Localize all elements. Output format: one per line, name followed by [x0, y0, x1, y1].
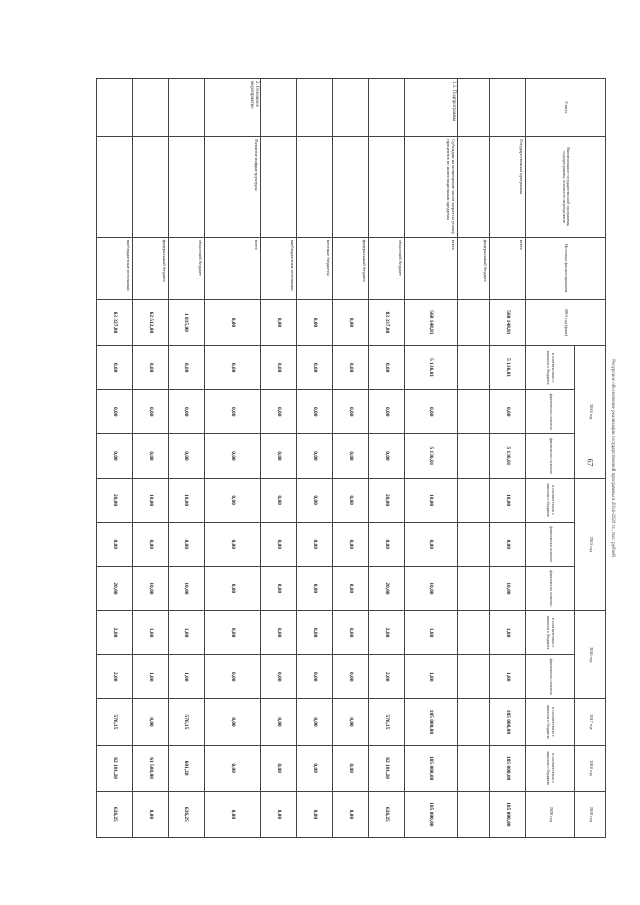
row-value — [457, 791, 489, 837]
resource-table-sheet — [96, 78, 615, 838]
subheader-fact: фактически освоено — [526, 390, 575, 434]
row-value: 0,00 — [168, 522, 204, 566]
table-row — [132, 79, 168, 838]
row-value: 0,00 — [97, 346, 133, 390]
row-name — [457, 137, 489, 237]
row-value: 0,00 — [204, 611, 261, 655]
row-name — [97, 137, 133, 237]
table-row — [97, 79, 133, 838]
row-status — [490, 79, 526, 137]
row-source: местные бюджеты — [297, 237, 333, 299]
row-value: 2,00 — [369, 655, 405, 699]
row-value: 185 000,00 — [490, 699, 526, 745]
subheader-fact: фактически освоено — [526, 655, 575, 699]
row-value: 2,00 — [97, 611, 133, 655]
row-value: 62 512,00 — [132, 299, 168, 345]
row-value: 0,00 — [333, 346, 369, 390]
row-value: 1,80 — [490, 611, 526, 655]
row-value: 0,00 — [297, 791, 333, 837]
row-value: 0,00 — [204, 299, 261, 345]
row-value: 0,00 — [132, 522, 168, 566]
row-value: 0,00 — [132, 390, 168, 434]
row-name — [297, 137, 333, 237]
row-value: 576,15 — [97, 699, 133, 745]
row-value: 0,00 — [261, 434, 297, 478]
row-value: 0,00 — [333, 655, 369, 699]
row-status: 1.1. Подпрограмма — [404, 79, 457, 137]
header-source: Источник финансирования — [526, 237, 606, 299]
row-value: 10,00 — [168, 478, 204, 522]
row-value: 0,00 — [261, 655, 297, 699]
row-value: 0,00 — [261, 566, 297, 610]
row-value: 0,00 — [490, 522, 526, 566]
row-value: 0,00 — [333, 699, 369, 745]
row-value: 2,00 — [97, 655, 133, 699]
row-value: 185 000,00 — [490, 745, 526, 791]
row-value: 0,00 — [297, 346, 333, 390]
row-value: 1 815,00 — [168, 299, 204, 345]
row-value: 0,00 — [297, 434, 333, 478]
row-value: 1,80 — [404, 655, 457, 699]
row-value: 0,00 — [333, 611, 369, 655]
row-value: 0,00 — [297, 745, 333, 791]
row-value: 5 136,01 — [490, 434, 526, 478]
table-row — [404, 79, 457, 838]
header-2015: 2015 год — [575, 478, 606, 611]
row-value: 626,25 — [168, 791, 204, 837]
row-source: федеральный бюджет — [132, 237, 168, 299]
row-name: Государственная программа — [490, 137, 526, 237]
row-source: внебюджетные источники — [261, 237, 297, 299]
row-value: 0,00 — [132, 346, 168, 390]
row-value: 0,00 — [204, 434, 261, 478]
row-value — [457, 699, 489, 745]
row-value: 1,80 — [490, 655, 526, 699]
row-value: 0,00 — [333, 791, 369, 837]
row-value: 0,00 — [261, 699, 297, 745]
header-2014: 2014 год — [575, 346, 606, 479]
row-value: 83 337,00 — [369, 299, 405, 345]
page-number: 67 — [585, 458, 595, 467]
row-status — [168, 79, 204, 137]
row-value: 0,00 — [297, 478, 333, 522]
subheader-plan: 2020 год — [526, 791, 575, 837]
row-value: 1,80 — [404, 611, 457, 655]
row-value: 62 101,20 — [97, 745, 133, 791]
row-value: 1,00 — [132, 611, 168, 655]
row-value: 5 136,01 — [404, 434, 457, 478]
row-value: 0,00 — [261, 611, 297, 655]
row-value: 10,00 — [404, 566, 457, 610]
row-value: 0,00 — [204, 791, 261, 837]
table-title: Ресурсное обеспечение реализации государственной программы в 2014-2020 гг., тыс. рублей — [610, 359, 615, 557]
row-value: 0,00 — [404, 522, 457, 566]
row-value — [457, 346, 489, 390]
row-value: 0,00 — [297, 699, 333, 745]
header-status: Статус — [526, 79, 606, 137]
row-value: 20,00 — [369, 566, 405, 610]
row-value: 20,00 — [369, 478, 405, 522]
row-name — [168, 137, 204, 237]
header-2018: 2018 год — [575, 745, 606, 791]
row-value: 0,00 — [369, 390, 405, 434]
table-row — [369, 79, 405, 838]
table-row — [204, 79, 261, 838]
row-value: 0,00 — [369, 434, 405, 478]
row-value: 62 101,20 — [369, 745, 405, 791]
row-value: 601,20 — [168, 745, 204, 791]
row-value: 0,00 — [204, 745, 261, 791]
row-value — [457, 478, 489, 522]
row-value: 2,00 — [369, 611, 405, 655]
row-value: 0,00 — [204, 655, 261, 699]
row-value: 0,00 — [333, 434, 369, 478]
row-source: внебюджетные источники — [97, 237, 133, 299]
row-value: 0,00 — [204, 699, 261, 745]
row-value: 185 000,00 — [404, 699, 457, 745]
row-name — [132, 137, 168, 237]
row-value: 626,25 — [369, 791, 405, 837]
row-value: 185 000,00 — [404, 745, 457, 791]
row-source: федеральный бюджет — [457, 237, 489, 299]
row-value: 0,00 — [297, 522, 333, 566]
header-2013: 2013 год (факт) — [526, 299, 606, 345]
row-value: 10,00 — [132, 478, 168, 522]
row-status — [261, 79, 297, 137]
row-value: 0,00 — [168, 346, 204, 390]
row-value: 0,00 — [97, 522, 133, 566]
table-row — [490, 79, 526, 838]
row-name: Субсидии на возмещение части затрат на уплату процентов по инвестиционным кредитам — [404, 137, 457, 237]
row-name — [261, 137, 297, 237]
row-value: 0,00 — [333, 478, 369, 522]
row-value: 0,00 — [333, 522, 369, 566]
row-value: 61 500,00 — [132, 745, 168, 791]
row-status — [97, 79, 133, 137]
header-program-name: Наименование государственной программы, подпрограммы, основного мероприятия — [526, 137, 606, 237]
row-source: областной бюджет — [369, 237, 405, 299]
header-2019: 2019 год — [575, 791, 606, 837]
row-source: федеральный бюджет — [333, 237, 369, 299]
row-value — [457, 522, 489, 566]
table-row — [457, 79, 489, 838]
subheader-plan: в соответствии с законом о бюджете — [526, 745, 575, 791]
row-value: 0,00 — [333, 566, 369, 610]
subheader-fact: фактически освоено — [526, 566, 575, 610]
row-value: 560 148,81 — [404, 299, 457, 345]
row-value — [457, 745, 489, 791]
row-status — [132, 79, 168, 137]
row-value: 0,00 — [369, 346, 405, 390]
row-value: 0,00 — [297, 299, 333, 345]
row-value: 0,00 — [333, 299, 369, 345]
row-value: 10,00 — [404, 478, 457, 522]
row-value: 0,00 — [297, 390, 333, 434]
subheader-fact: фактически освоено — [526, 434, 575, 478]
row-value: 1,00 — [168, 655, 204, 699]
table-row — [297, 79, 333, 838]
row-name — [369, 137, 405, 237]
row-value: 10,00 — [132, 566, 168, 610]
row-value: 5 136,01 — [490, 346, 526, 390]
table-row — [261, 79, 297, 838]
row-status — [369, 79, 405, 137]
row-source: всего — [404, 237, 457, 299]
row-name — [333, 137, 369, 237]
row-value: 0,00 — [97, 434, 133, 478]
resource-table — [96, 78, 606, 838]
row-value: 0,00 — [261, 791, 297, 837]
row-source: областной бюджет — [168, 237, 204, 299]
header-2017: 2017 год — [575, 699, 606, 745]
row-status — [297, 79, 333, 137]
row-name: Развитие инфраструктуры — [204, 137, 261, 237]
row-value: 0,00 — [261, 390, 297, 434]
row-value: 0,00 — [204, 390, 261, 434]
row-source: всего — [490, 237, 526, 299]
subheader-fact: фактически освоено — [526, 522, 575, 566]
row-value: 0,00 — [404, 390, 457, 434]
row-value: 0,00 — [204, 478, 261, 522]
subheader-plan: в соответствии с законом о бюджете — [526, 611, 575, 655]
row-value: 576,15 — [369, 699, 405, 745]
header-row-years — [575, 79, 606, 838]
table-row — [333, 79, 369, 838]
row-value: 626,25 — [97, 791, 133, 837]
row-status — [333, 79, 369, 137]
row-value: 0,00 — [204, 566, 261, 610]
row-value: 0,00 — [97, 390, 133, 434]
row-value — [457, 566, 489, 610]
row-value: 0,00 — [132, 791, 168, 837]
row-value: 0,00 — [261, 346, 297, 390]
row-value: 0,00 — [333, 745, 369, 791]
row-value: 0,00 — [297, 655, 333, 699]
row-value: 0,00 — [204, 346, 261, 390]
row-value: 20,00 — [97, 478, 133, 522]
row-value — [457, 655, 489, 699]
row-value: 0,00 — [168, 390, 204, 434]
row-value: 0,00 — [369, 522, 405, 566]
row-value: 10,00 — [490, 566, 526, 610]
row-value — [457, 299, 489, 345]
rotated-table-container — [96, 78, 615, 838]
row-value — [457, 390, 489, 434]
row-value — [457, 434, 489, 478]
row-value: 10,00 — [168, 566, 204, 610]
row-value: 185 000,00 — [404, 791, 457, 837]
row-value: 0,00 — [490, 390, 526, 434]
row-source: всего — [204, 237, 261, 299]
table-row — [168, 79, 204, 838]
row-value: 185 000,00 — [490, 791, 526, 837]
row-value: 0,00 — [297, 566, 333, 610]
row-value: 0,00 — [204, 522, 261, 566]
row-value: 0,00 — [261, 522, 297, 566]
row-value: 576,15 — [168, 699, 204, 745]
row-value: 0,00 — [261, 745, 297, 791]
row-value: 0,00 — [132, 699, 168, 745]
row-value: 5 136,01 — [404, 346, 457, 390]
row-value — [457, 611, 489, 655]
subheader-plan: в соответствии с законом о бюджете — [526, 346, 575, 390]
row-value: 10,00 — [490, 478, 526, 522]
row-value: 20,00 — [97, 566, 133, 610]
row-value: 0,00 — [297, 611, 333, 655]
row-value: 1,00 — [132, 655, 168, 699]
subheader-plan: в соответствии с законом о бюджете — [526, 699, 575, 745]
row-value: 0,00 — [333, 390, 369, 434]
row-value: 560 148,81 — [490, 299, 526, 345]
row-status: 2. Основное мероприятие — [204, 79, 261, 137]
row-value: 63 327,00 — [97, 299, 133, 345]
subheader-plan: в соответствии с законом о бюджете — [526, 478, 575, 522]
row-value: 0,00 — [261, 478, 297, 522]
row-status — [457, 79, 489, 137]
header-2016: 2016 год — [575, 611, 606, 699]
row-value: 0,00 — [132, 434, 168, 478]
row-value: 0,00 — [168, 434, 204, 478]
row-value: 0,00 — [261, 299, 297, 345]
row-value: 1,00 — [168, 611, 204, 655]
